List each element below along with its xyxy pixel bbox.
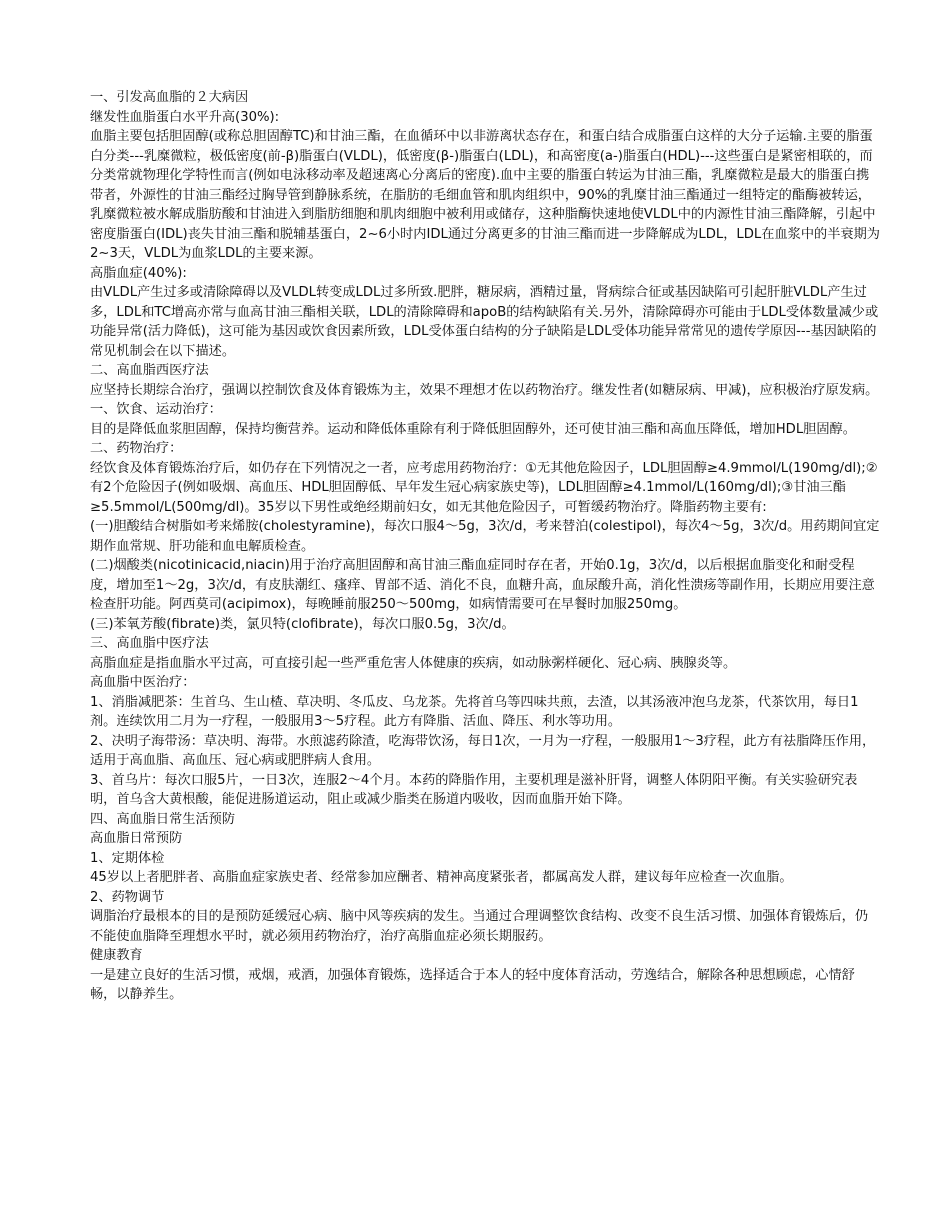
subheading-hyperlipidemia: 高脂血症(40%): xyxy=(90,265,187,281)
document-body xyxy=(90,88,880,1005)
subheading-drug-regulation: 2、药物调节 xyxy=(90,889,165,905)
subheading-drug-therapy: 二、药物治疗： xyxy=(90,441,183,456)
subheading-regular-checkup: 1、定期体检 xyxy=(90,850,165,866)
heading-daily-prevention: 四、高血脂日常生活预防 xyxy=(90,811,236,827)
paragraph-fibrate: (三)苯氧芳酸(fibrate)类，氯贝特(clofibrate)，每次口服0.5g，3次/d。 xyxy=(90,616,515,632)
paragraph-health-education: 一是建立良好的生活习惯，戒烟，戒酒，加强体育锻炼，选择适合于本人的轻中度体育活动，劳逸结合，解除各种思想顾虑，心情舒畅，以静养生。 xyxy=(90,967,855,1002)
paragraph-diet-exercise: 目的是降低血浆胆固醇，保持均衡营养。运动和降低体重除有利于降低胆固醇外，还可使甘油三酯和高血压降低，增加HDL胆固醇。 xyxy=(90,421,856,437)
paragraph-vldl-ldl: 由VLDL产生过多或清除障碍以及VLDL转变成LDL过多所致.肥胖，糖尿病，酒精过量，肾病综合征或基因缺陷可引起肝脏VLDL产生过多，LDL和TC增高亦常与血高甘油三酯相关联，LDL的清除障碍和apoB的结构缺陷有关.另外，清除障碍亦可能由于LDL受体数量减少或功能异常(活力降低)，这可能为基因或饮食因素所致，LDL受体蛋白结构的分子缺陷是LDL受体功能异常常见的遗传学原因---基因缺陷的常见机制会在以下描述。 xyxy=(90,285,879,359)
paragraph-niacin: (二)烟酸类(nicotinicacid,niacin)用于治疗高胆固醇和高甘油三酯血症同时存在者，开始0.1g，3次/d，以后根据血脂变化和耐受程度，增加至1～2g，3次/d，有皮肤潮红、瘙痒、胃部不适、消化不良，血糖升高，血尿酸升高，消化性溃疡等副作用，长期应用要注意检查肝功能。阿西莫司(acipimox)，每晚睡前服250～500mg，如病情需要可在早餐时加服250mg。 xyxy=(90,558,875,612)
paragraph-remedy-3: 3、首乌片：每次口服5片，一日3次，连服2～4个月。本药的降脂作用，主要机理是滋补肝肾，调整人体阴阳平衡。有关实验研究表明，首乌含大黄根酸，能促进肠道运动，阻止或减少脂类在肠道内吸收，因而血脂开始下降。 xyxy=(90,772,858,807)
paragraph-bile-acid-resin: (一)胆酸结合树脂如考来烯胺(cholestyramine)，每次口服4～5g，3次/d，考来替泊(colestipol)，每次4～5g，3次/d。用药期间宜定期作血常规、肝功能和血电解质检查。 xyxy=(90,519,880,554)
paragraph-drug-criteria: 经饮食及体育锻炼治疗后，如仍存在下列情况之一者，应考虑用药物治疗：①无其他危险因子，LDL胆固醇≥4.9mmol/L(190mg/dl);②有2个危险因子(例如吸烟、高血压、HDL胆固醇低、早年发生冠心病家族史等)，LDL胆固醇≥4.1mmol/L(160mg/dl);③甘油三酯≥5.5mmol/L(500mg/dl)。35岁以下男性或绝经期前妇女，如无其他危险因子，可暂缓药物治疗。降脂药物主要有: xyxy=(90,460,878,515)
subheading-diet-exercise: 一、饮食、运动治疗： xyxy=(90,402,222,417)
paragraph-regular-checkup: 45岁以上者肥胖者、高脂血症家族史者、经常参加应酬者、精神高度紧张者，都属高发人群，建议每年应检查一次血脂。 xyxy=(90,870,793,885)
paragraph-hyperlipidemia-definition: 高脂血症是指血脂水平过高，可直接引起一些严重危害人体健康的疾病，如动脉粥样硬化、冠心病、胰腺炎等。 xyxy=(90,655,737,671)
paragraph-remedy-2: 2、决明子海带汤：草决明、海带。水煎滤药除渣，吃海带饮汤，每日1次，一月为一疗程，一般服用1～3疗程，此方有祛脂降压作用，适用于高血脂、高血压、冠心病或肥胖病人食用。 xyxy=(90,733,876,768)
paragraph-remedy-1: 1、消脂减肥茶：生首乌、生山楂、草决明、冬瓜皮、乌龙茶。先将首乌等四味共煎，去渣，以其汤液冲泡乌龙茶，代茶饮用，每日1剂。连续饮用二月为一疗程，一般服用3～5疗程。此方有降脂、活血、降压、利水等功用。 xyxy=(90,694,859,729)
heading-western-medicine: 二、高血脂西医疗法 xyxy=(90,363,209,378)
heading-chinese-medicine: 三、高血脂中医疗法 xyxy=(90,636,209,651)
paragraph-long-term-treatment: 应坚持长期综合治疗，强调以控制饮食及体育锻炼为主，效果不理想才佐以药物治疗。继发性者(如糖尿病、甲减)，应积极治疗原发病。 xyxy=(90,382,879,398)
paragraph-lipoprotein-transport: 血脂主要包括胆固醇(或称总胆固醇TC)和甘油三酯，在血循环中以非游离状态存在，和蛋白结合成脂蛋白这样的大分子运输.主要的脂蛋白分类---乳糜微粒，极低密度(前-β)脂蛋白(VLDL)，低密度(β-)脂蛋白(LDL)，和高密度(a-)脂蛋白(HDL)---这些蛋白是紧密相联的，而分类常就物理化学特性而言(例如电泳移动率及超速离心分离后的密度).血中主要的脂蛋白转运为甘油三酯，乳糜微粒是最大的脂蛋白携带者，外源性的甘油三酯经过胸导管到静脉系统，在脂肪的毛细血管和肌肉组织中，90%的乳糜甘油三酯通过一组特定的酯酶被转运，乳糜微粒被水解成脂肪酸和甘油进入到脂肪细胞和肌肉细胞中被利用或储存，这种脂酶快速地使VLDL中的内源性甘油三酯降解，引起中密度脂蛋白(IDL)丧失甘油三酯和脱辅基蛋白，2~6小时内IDL通过分离更多的甘油三酯而进一步降解成为LDL，LDL在血浆中的半衰期为2~3天，VLDL为血浆LDL的主要来源。 xyxy=(90,129,880,261)
subheading-tcm-treatment: 高血脂中医治疗： xyxy=(90,675,196,690)
subheading-secondary-lipoprotein: 继发性血脂蛋白水平升高(30%): xyxy=(90,109,280,125)
heading-causes: 一、引发高血脂的２大病因 xyxy=(90,90,249,105)
paragraph-drug-regulation: 调脂治疗最根本的目的是预防延缓冠心病、脑中风等疾病的发生。当通过合理调整饮食结构、改变不良生活习惯、加强体育锻炼后，仍不能使血脂降至理想水平时，就必须用药物治疗，治疗高脂血症必须长期服药。 xyxy=(90,909,869,944)
subheading-daily-prevention: 高血脂日常预防 xyxy=(90,831,183,846)
subheading-health-education: 健康教育 xyxy=(90,948,143,963)
